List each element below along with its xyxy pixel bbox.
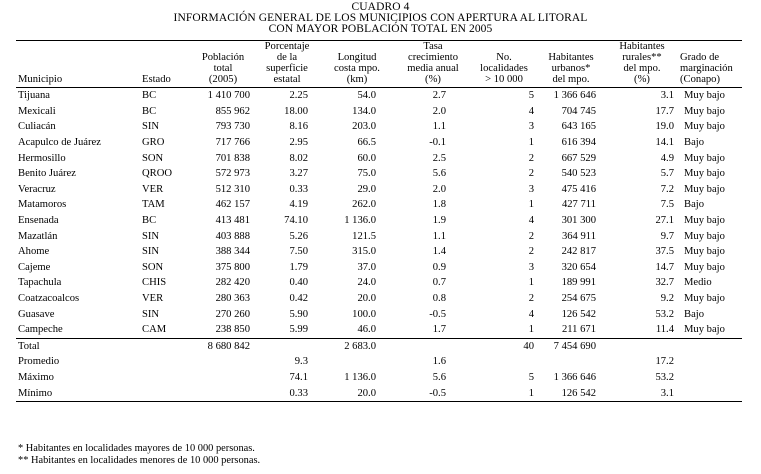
cell-habitantes-urbanos: 364 911 [561, 230, 596, 242]
title-line-2: INFORMACIÓN GENERAL DE LOS MUNICIPIOS CON APERTURA AL LITORAL [173, 12, 588, 24]
header-line: del mpo. [623, 63, 661, 74]
cell-municipio: Tapachula [18, 277, 62, 289]
cell-estado: SON [142, 261, 164, 273]
table-row [16, 88, 742, 104]
table-row [16, 306, 742, 322]
cell-tasa-crecimiento: -0.5 [429, 308, 446, 320]
cell-no-localidades: 1 [528, 387, 534, 399]
cell-poblacion-total: 572 973 [215, 168, 250, 180]
cell-habitantes-urbanos: 126 542 [561, 387, 596, 399]
cell-habitantes-rurales: 11.4 [655, 324, 674, 336]
cell-municipio: Cajeme [18, 261, 51, 273]
cell-poblacion-total: 701 838 [215, 152, 250, 164]
cell-grado-marginacion [678, 354, 742, 370]
header-longitud-costa [320, 41, 394, 88]
cell-grado-marginacion: Bajo [684, 137, 705, 149]
header-line: estatal [273, 74, 301, 85]
cell-longitud-costa: 20.0 [357, 387, 376, 399]
cell-poblacion-total: 280 363 [215, 293, 250, 305]
cell-habitantes-urbanos: 616 394 [561, 137, 596, 149]
cell-municipio: Acapulco de Juárez [18, 137, 101, 149]
cell-poblacion-total: 403 888 [215, 230, 250, 242]
cell-habitantes-rurales: 17.7 [655, 105, 674, 117]
cell-porcentaje-superficie: 74.1 [289, 371, 308, 383]
footnote-rural: ** Habitantes en localidades menores de 10 000 personas. [18, 455, 261, 466]
cell-grado-marginacion: Bajo [684, 199, 705, 211]
cell-tasa-crecimiento: 2.5 [432, 152, 446, 164]
cell-habitantes-rurales: 27.1 [655, 215, 674, 227]
cell-tasa-crecimiento: 5.6 [432, 168, 446, 180]
cell-habitantes-rurales: 7.5 [660, 199, 674, 211]
cell-estado: SIN [142, 230, 160, 242]
cell-municipio: Guasave [18, 308, 55, 320]
cell-municipio: Veracruz [18, 183, 56, 195]
cell-grado-marginacion: Muy bajo [684, 152, 725, 164]
cell-poblacion-total: 375 800 [215, 261, 250, 273]
cell-habitantes-urbanos: 211 671 [561, 324, 596, 336]
cell-grado-marginacion: Muy bajo [684, 230, 725, 242]
cell-estado: CHIS [142, 277, 167, 289]
cell-habitantes-rurales: 5.7 [660, 168, 674, 180]
cell-habitantes-rurales [606, 338, 678, 354]
cell-poblacion-total: 462 157 [215, 199, 250, 211]
cell-tasa-crecimiento: 2.0 [432, 105, 446, 117]
cell-estado [140, 370, 192, 386]
cell-longitud-costa: 134.0 [352, 105, 376, 117]
cell-habitantes-urbanos: 1 366 646 [553, 90, 596, 102]
header-estado [140, 41, 192, 88]
header-line: crecimiento [408, 52, 458, 63]
cell-habitantes-urbanos: 643 165 [561, 121, 596, 133]
cell-estado: CAM [142, 324, 167, 336]
table-row [16, 150, 742, 166]
cell-tasa-crecimiento: 1.1 [432, 121, 446, 133]
cell-no-localidades: 2 [528, 152, 534, 164]
cell-tasa-crecimiento: 2.0 [432, 183, 446, 195]
cell-estado: VER [142, 293, 164, 305]
cell-longitud-costa: 2 683.0 [344, 340, 376, 352]
table-body [16, 88, 742, 402]
table-row [16, 275, 742, 291]
cell-longitud-costa: 1 136.0 [344, 215, 376, 227]
cell-habitantes-rurales: 7.2 [660, 183, 674, 195]
cell-no-localidades: 3 [528, 121, 534, 133]
summary-row [16, 354, 742, 370]
summary-row [16, 385, 742, 401]
cell-porcentaje-superficie: 5.90 [289, 308, 308, 320]
header-line: Habitantes [548, 52, 594, 63]
cell-porcentaje-superficie: 5.99 [289, 324, 308, 336]
cell-municipio: Máximo [18, 371, 54, 383]
cell-longitud-costa: 29.0 [357, 183, 376, 195]
cell-municipio: Mínimo [18, 387, 53, 399]
header-row [16, 41, 742, 88]
header-line: urbanos* [551, 63, 591, 74]
cell-poblacion-total: 512 310 [215, 183, 250, 195]
cell-habitantes-urbanos: 242 817 [561, 246, 596, 258]
cell-municipio: Hermosillo [18, 152, 66, 164]
cell-tasa-crecimiento: 1.4 [432, 246, 446, 258]
cell-poblacion-total: 282 420 [215, 277, 250, 289]
cell-no-localidades: 5 [528, 371, 534, 383]
cell-habitantes-urbanos: 427 711 [561, 199, 596, 211]
cell-porcentaje-superficie: 4.19 [289, 199, 308, 211]
header-line: del mpo. [552, 74, 590, 85]
cell-tasa-crecimiento: -0.1 [429, 137, 446, 149]
cell-porcentaje-superficie [254, 338, 320, 354]
cell-grado-marginacion: Muy bajo [684, 261, 725, 273]
cell-no-localidades: 2 [528, 168, 534, 180]
cell-no-localidades: 4 [528, 105, 534, 117]
header-line: media anual [407, 63, 459, 74]
cell-municipio: Culiacán [18, 121, 56, 133]
cell-tasa-crecimiento: 0.7 [432, 277, 446, 289]
cell-habitantes-urbanos: 301 300 [561, 215, 596, 227]
cell-estado: BC [142, 90, 157, 102]
cell-estado: BC [142, 105, 157, 117]
cell-poblacion-total: 855 962 [215, 105, 250, 117]
header-line: No. [496, 52, 512, 63]
cell-estado [140, 354, 192, 370]
table-title [0, 0, 761, 35]
footnotes [18, 443, 260, 467]
cell-estado: BC [142, 215, 157, 227]
cell-municipio: Matamoros [18, 199, 67, 211]
header-line: (%) [425, 74, 441, 85]
cell-no-localidades: 3 [528, 261, 534, 273]
cell-habitantes-rurales: 37.5 [655, 246, 674, 258]
title-line-1: CUADRO 4 [351, 1, 410, 13]
table-row [16, 244, 742, 260]
cell-grado-marginacion: Bajo [684, 308, 705, 320]
cell-tasa-crecimiento: 0.9 [432, 261, 446, 273]
header-line: (km) [346, 74, 368, 85]
cell-tasa-crecimiento: 1.8 [432, 199, 446, 211]
cell-porcentaje-superficie: 8.16 [289, 121, 308, 133]
cell-tasa-crecimiento: 1.9 [432, 215, 446, 227]
cell-porcentaje-superficie: 5.26 [289, 230, 308, 242]
cell-grado-marginacion: Muy bajo [684, 121, 725, 133]
municipios-table [16, 40, 742, 402]
cell-estado: VER [142, 183, 164, 195]
cell-longitud-costa: 20.0 [357, 293, 376, 305]
cell-grado-marginacion: Muy bajo [684, 90, 725, 102]
cell-municipio: Campeche [18, 324, 63, 336]
cell-estado: QROO [142, 168, 173, 180]
cell-longitud-costa: 46.0 [357, 324, 376, 336]
header-line: total [213, 63, 233, 74]
header-line: Estado [142, 74, 171, 85]
cell-habitantes-rurales: 3.1 [660, 90, 674, 102]
cell-grado-marginacion [678, 385, 742, 401]
cell-no-localidades: 1 [528, 277, 534, 289]
cell-longitud-costa: 37.0 [357, 261, 376, 273]
cell-poblacion-total: 238 850 [215, 324, 250, 336]
cell-porcentaje-superficie: 3.27 [289, 168, 308, 180]
header-line: (Conapo) [680, 74, 721, 85]
cell-estado: SIN [142, 121, 160, 133]
cell-longitud-costa: 24.0 [357, 277, 376, 289]
cell-tasa-crecimiento: 1.7 [432, 324, 446, 336]
cell-estado: TAM [142, 199, 165, 211]
cell-poblacion-total: 1 410 700 [207, 90, 250, 102]
cell-tasa-crecimiento: 2.7 [432, 90, 446, 102]
table-row [16, 291, 742, 307]
header-line: Porcentaje [264, 41, 310, 52]
cell-habitantes-rurales: 32.7 [655, 277, 674, 289]
title-line-3: CON MAYOR POBLACIÓN TOTAL EN 2005 [268, 23, 493, 35]
header-line: costa mpo. [334, 63, 380, 74]
cell-grado-marginacion: Muy bajo [684, 293, 725, 305]
cell-habitantes-urbanos: 320 654 [561, 261, 596, 273]
cell-municipio: Mazatlán [18, 230, 58, 242]
header-grado-marginacion [678, 41, 742, 88]
cell-tasa-crecimiento [394, 338, 472, 354]
cell-poblacion-total: 793 730 [215, 121, 250, 133]
cell-poblacion-total: 8 680 842 [207, 340, 250, 352]
cell-grado-marginacion: Muy bajo [684, 183, 725, 195]
cell-estado [140, 385, 192, 401]
cell-grado-marginacion: Muy bajo [684, 246, 725, 258]
cell-municipio: Benito Juárez [18, 168, 76, 180]
cell-no-localidades: 1 [528, 324, 534, 336]
cell-habitantes-rurales: 3.1 [660, 387, 674, 399]
table-row [16, 322, 742, 338]
cell-longitud-costa: 54.0 [357, 90, 376, 102]
cell-grado-marginacion: Muy bajo [684, 324, 725, 336]
cell-longitud-costa: 1 136.0 [344, 371, 376, 383]
cell-habitantes-urbanos: 540 523 [561, 168, 596, 180]
cell-habitantes-urbanos: 1 366 646 [553, 371, 596, 383]
cell-poblacion-total [192, 385, 254, 401]
cell-tasa-crecimiento: 0.8 [432, 293, 446, 305]
header-line: Tasa [423, 41, 443, 52]
cell-porcentaje-superficie: 1.79 [289, 261, 308, 273]
header-no-localidades [472, 41, 536, 88]
cell-no-localidades: 4 [528, 215, 534, 227]
cell-estado: GRO [142, 137, 165, 149]
header-line: (%) [634, 74, 650, 85]
header-line: Longitud [337, 52, 377, 63]
cell-longitud-costa [320, 354, 394, 370]
cell-estado: SON [142, 152, 164, 164]
cell-porcentaje-superficie: 0.33 [289, 387, 308, 399]
header-line: Municipio [18, 74, 63, 85]
header-tasa-crecimiento [394, 41, 472, 88]
cell-habitantes-urbanos: 667 529 [561, 152, 596, 164]
cell-longitud-costa: 100.0 [352, 308, 376, 320]
cell-tasa-crecimiento: 1.1 [432, 230, 446, 242]
cell-no-localidades: 4 [528, 308, 534, 320]
cell-grado-marginacion: Medio [684, 277, 712, 289]
cell-tasa-crecimiento: 5.6 [432, 371, 446, 383]
cell-habitantes-urbanos: 7 454 690 [553, 340, 596, 352]
cell-no-localidades [472, 354, 536, 370]
cell-tasa-crecimiento: 1.6 [432, 356, 446, 368]
header-line: Grado de [680, 52, 720, 63]
cell-municipio: Promedio [18, 356, 60, 368]
cell-no-localidades: 40 [523, 340, 534, 352]
table-row [16, 166, 742, 182]
cell-municipio: Ensenada [18, 215, 59, 227]
table-row [16, 213, 742, 229]
cell-municipio: Ahome [18, 246, 50, 258]
cell-no-localidades: 1 [528, 199, 534, 211]
cell-grado-marginacion: Muy bajo [684, 215, 725, 227]
cell-habitantes-rurales: 4.9 [660, 152, 674, 164]
cell-habitantes-rurales: 53.2 [655, 371, 674, 383]
table-row [16, 228, 742, 244]
cell-habitantes-rurales: 17.2 [655, 356, 674, 368]
table-row [16, 260, 742, 276]
cell-habitantes-rurales: 14.7 [655, 261, 674, 273]
cell-poblacion-total: 388 344 [215, 246, 250, 258]
cell-no-localidades: 2 [528, 293, 534, 305]
cell-municipio: Coatzacoalcos [18, 293, 80, 305]
cell-municipio: Mexicali [18, 105, 56, 117]
table-row [16, 119, 742, 135]
cell-habitantes-urbanos: 126 542 [561, 308, 596, 320]
cell-tasa-crecimiento: -0.5 [429, 387, 446, 399]
cell-estado: SIN [142, 246, 160, 258]
cell-estado [140, 338, 192, 354]
cell-porcentaje-superficie: 8.02 [289, 152, 308, 164]
cell-habitantes-urbanos: 254 675 [561, 293, 596, 305]
cell-poblacion-total [192, 370, 254, 386]
header-habitantes-rurales [606, 41, 678, 88]
header-line: > 10 000 [485, 74, 523, 85]
table-row [16, 104, 742, 120]
cell-habitantes-urbanos: 704 745 [561, 105, 596, 117]
cell-poblacion-total: 270 260 [215, 308, 250, 320]
cell-poblacion-total [192, 354, 254, 370]
header-line: marginación [680, 63, 733, 74]
cell-grado-marginacion: Muy bajo [684, 168, 725, 180]
cell-longitud-costa: 315.0 [352, 246, 376, 258]
cell-porcentaje-superficie: 0.33 [289, 183, 308, 195]
cell-no-localidades: 2 [528, 230, 534, 242]
cell-grado-marginacion [678, 370, 742, 386]
header-municipio [16, 41, 140, 88]
cell-no-localidades: 3 [528, 183, 534, 195]
cell-porcentaje-superficie: 0.40 [289, 277, 308, 289]
header-line: rurales** [622, 52, 662, 63]
cell-no-localidades: 1 [528, 137, 534, 149]
header-line: Habitantes [619, 41, 665, 52]
summary-row [16, 338, 742, 354]
cell-grado-marginacion: Muy bajo [684, 105, 725, 117]
cell-porcentaje-superficie: 9.3 [294, 356, 308, 368]
cell-longitud-costa: 66.5 [357, 137, 376, 149]
cell-no-localidades: 5 [528, 90, 534, 102]
cell-habitantes-urbanos: 475 416 [561, 183, 596, 195]
cell-longitud-costa: 203.0 [352, 121, 376, 133]
cell-habitantes-urbanos [536, 354, 606, 370]
cell-estado: SIN [142, 308, 160, 320]
cell-municipio: Tijuana [18, 90, 50, 102]
footnote-urban: * Habitantes en localidades mayores de 10 000 personas. [18, 443, 255, 454]
header-line: (2005) [208, 74, 238, 85]
cell-habitantes-rurales: 14.1 [655, 137, 674, 149]
cell-grado-marginacion [678, 338, 742, 354]
table-row [16, 197, 742, 213]
cell-poblacion-total: 717 766 [215, 137, 250, 149]
cell-longitud-costa: 262.0 [352, 199, 376, 211]
header-line: Población [201, 52, 245, 63]
header-line: localidades [480, 63, 528, 74]
header-habitantes-urbanos [536, 41, 606, 88]
cell-habitantes-urbanos: 189 991 [561, 277, 596, 289]
cell-habitantes-rurales: 19.0 [655, 121, 674, 133]
table-row [16, 135, 742, 151]
cell-longitud-costa: 75.0 [357, 168, 376, 180]
cell-porcentaje-superficie: 74.10 [284, 215, 308, 227]
header-poblacion-total [192, 41, 254, 88]
cell-porcentaje-superficie: 18.00 [284, 105, 308, 117]
cell-municipio: Total [18, 340, 40, 352]
cell-porcentaje-superficie: 2.95 [289, 137, 308, 149]
cell-habitantes-rurales: 53.2 [655, 308, 674, 320]
cell-longitud-costa: 121.5 [352, 230, 376, 242]
header-line: de la [276, 52, 298, 63]
cell-poblacion-total: 413 481 [215, 215, 250, 227]
header-line: superficie [266, 63, 308, 74]
cell-no-localidades: 2 [528, 246, 534, 258]
cell-habitantes-rurales: 9.7 [660, 230, 674, 242]
cell-porcentaje-superficie: 2.25 [289, 90, 308, 102]
cell-habitantes-rurales: 9.2 [660, 293, 674, 305]
header-porcentaje-superficie [254, 41, 320, 88]
cell-porcentaje-superficie: 0.42 [289, 293, 308, 305]
cell-porcentaje-superficie: 7.50 [289, 246, 308, 258]
cell-longitud-costa: 60.0 [357, 152, 376, 164]
table-row [16, 182, 742, 198]
summary-row [16, 370, 742, 386]
